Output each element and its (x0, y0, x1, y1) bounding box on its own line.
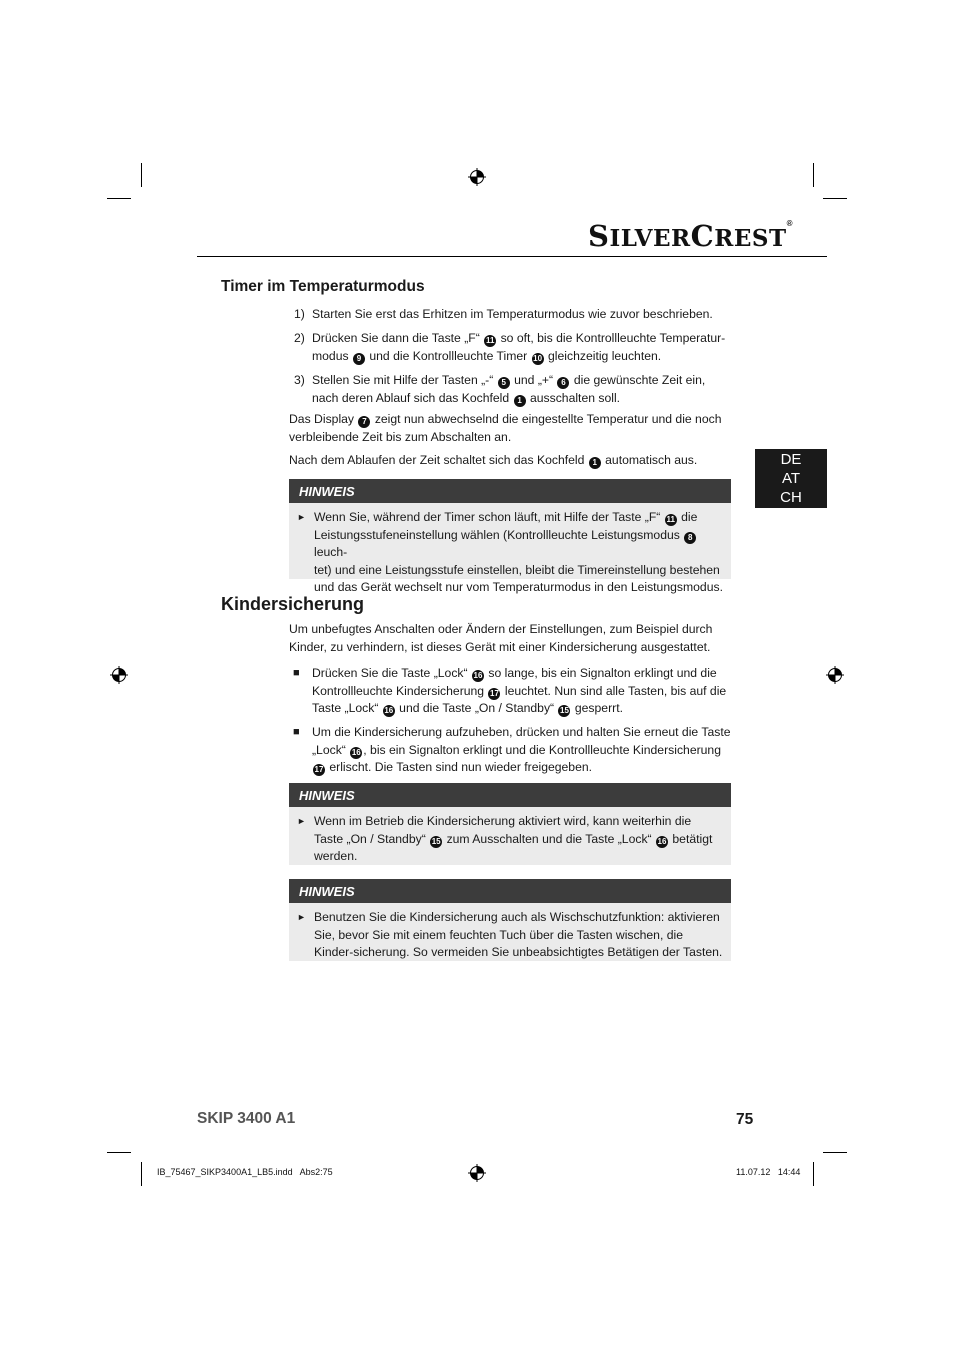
bullet-square-icon: ■ (293, 667, 300, 679)
crop-mark (823, 1152, 847, 1153)
language-at: AT (781, 470, 801, 487)
section-heading-timer: Timer im Temperaturmodus (221, 278, 425, 295)
note-box-child-lock-2 (289, 879, 731, 961)
page-number: 75 (736, 1111, 754, 1128)
registration-mark-icon (468, 168, 486, 186)
language-tab (755, 449, 827, 508)
marker-17-icon: 17 (490, 688, 499, 698)
language-ch: CH (780, 489, 802, 506)
marker-1-icon: 1 (514, 395, 526, 407)
note-title: HINWEIS (289, 783, 731, 807)
marker-16-icon: 16 (657, 836, 667, 846)
marker-16-icon: 16 (473, 671, 483, 680)
marker-8-icon: 8 (684, 532, 696, 544)
marker-10-icon: 10 (533, 353, 543, 363)
bullet-square-icon: ■ (293, 726, 300, 738)
crop-mark (813, 1162, 814, 1186)
registration-mark-icon (468, 1164, 486, 1182)
print-slug-date: 11.07.12 14:44 (736, 1167, 801, 1177)
silvercrest-logo: SILVERCREST® (588, 219, 794, 253)
registration-mark-icon (826, 666, 844, 684)
marker-15-icon: 15 (560, 706, 569, 715)
marker-11-icon: 11 (666, 515, 675, 524)
note-body: ► Benutzen Sie die Kindersicherung auch als Wischschutzfunktion: aktivieren Sie, bevor Sie mit einem feuchten Tuch über die Tasten wischen, die Kinder-sicherung. So vermeiden Sie unbeabsichtigtes Betätigen der Tasten. (297, 910, 723, 959)
marker-6-icon: 6 (557, 377, 569, 389)
footer-model: SKIP 3400 A1 (197, 1110, 296, 1127)
crop-mark (107, 1152, 131, 1153)
marker-11-icon: 11 (485, 336, 495, 345)
note-body: ► Wenn Sie, während der Timer schon läuft, mit Hilfe der Taste „F“ 11 die Leistungsstufeneinstellung wählen (Kontrollleuchte Leistungsmodus 8 leuch- tet) und eine Leistungsstufe einstellen, bleibt die Timereinstellung bestehen und das Gerät wechselt nur vom Temperaturmodus in den Leistungsmodus. (297, 510, 723, 594)
header-rule (197, 256, 827, 257)
marker-1-icon: 1 (589, 457, 601, 469)
marker-16-icon: 16 (351, 747, 361, 757)
timer-step-1: 1) Starten Sie erst das Erhitzen im Temperaturmodus wie zuvor beschrieben. (294, 307, 713, 321)
timer-step-2: 2) Drücken Sie dann die Taste „F“ 11 so oft, bis die Kontrollleuchte Temperatur- modus 9 und die Kontrollleuchte Timer 10 gleichzeitig leuchten. (294, 331, 726, 363)
section-heading-child-lock: Kindersicherung (221, 594, 365, 614)
note-box-child-lock-1 (289, 783, 731, 865)
marker-5-icon: 5 (498, 377, 510, 389)
child-lock-bullet-1: ■ Drücken Sie die Taste „Lock“ 16 so lange, bis ein Signalton erklingt und die Kontrollleuchte Kindersicherung 17 leuchtet. Nun sind alle Tasten, bis auf die Taste „Lock“ 16 und die Taste „On / Standby“ 15 gesperrt. (293, 666, 727, 715)
marker-15-icon: 15 (431, 836, 441, 846)
marker-16-icon: 16 (384, 706, 394, 715)
timer-paragraph-auto-off: Nach dem Ablaufen der Zeit schaltet sich das Kochfeld 1 automatisch aus. (289, 453, 698, 467)
crop-mark (813, 163, 814, 187)
timer-step-3: 3) Stellen Sie mit Hilfe der Tasten „-“ 5 und „+“ 6 die gewünschte Zeit ein, nach deren Ablauf sich das Kochfeld 1 ausschalten soll. (294, 373, 706, 405)
child-lock-intro: Um unbefugtes Anschalten oder Ändern der Einstellungen, zum Beispiel durch Kinder, zu verhindern, ist dieses Gerät mit einer Kindersicherung ausgestattet. (289, 622, 713, 654)
marker-7-icon: 7 (358, 416, 370, 428)
arrow-right-icon: ► (297, 512, 306, 522)
registration-mark-icon (110, 666, 128, 684)
language-de: DE (780, 451, 802, 468)
crop-mark (141, 1162, 142, 1186)
note-body: ► Wenn im Betrieb die Kindersicherung aktiviert wird, kann weiterhin die Taste „On / Standby“ 15 zum Ausschalten und die Taste „Lock“ 16 betätigt werden. (297, 814, 713, 863)
crop-mark (823, 198, 847, 199)
arrow-right-icon: ► (297, 912, 306, 922)
child-lock-bullet-2: ■ Um die Kindersicherung aufzuheben, drücken und halten Sie erneut die Taste „Lock“ 16 , bis ein Signalton erklingt und die Kontrollleuchte Kindersicherung 17 erlischt. Die Tasten sind nun wieder freigegeben. (293, 725, 731, 774)
note-box-timer (289, 479, 731, 594)
arrow-right-icon: ► (297, 816, 306, 826)
marker-9-icon: 9 (353, 353, 365, 365)
note-title: HINWEIS (289, 479, 731, 503)
print-slug-file: IB_75467_SIKP3400A1_LB5.indd Abs2:75 (157, 1167, 333, 1177)
note-title: HINWEIS (289, 879, 731, 903)
marker-17-icon: 17 (314, 765, 324, 774)
timer-paragraph-display: Das Display 7 zeigt nun abwechselnd die eingestellte Temperatur und die noch verbleibende Zeit bis zum Abschalten an. (289, 412, 722, 444)
crop-mark (141, 163, 142, 187)
crop-mark (107, 198, 131, 199)
